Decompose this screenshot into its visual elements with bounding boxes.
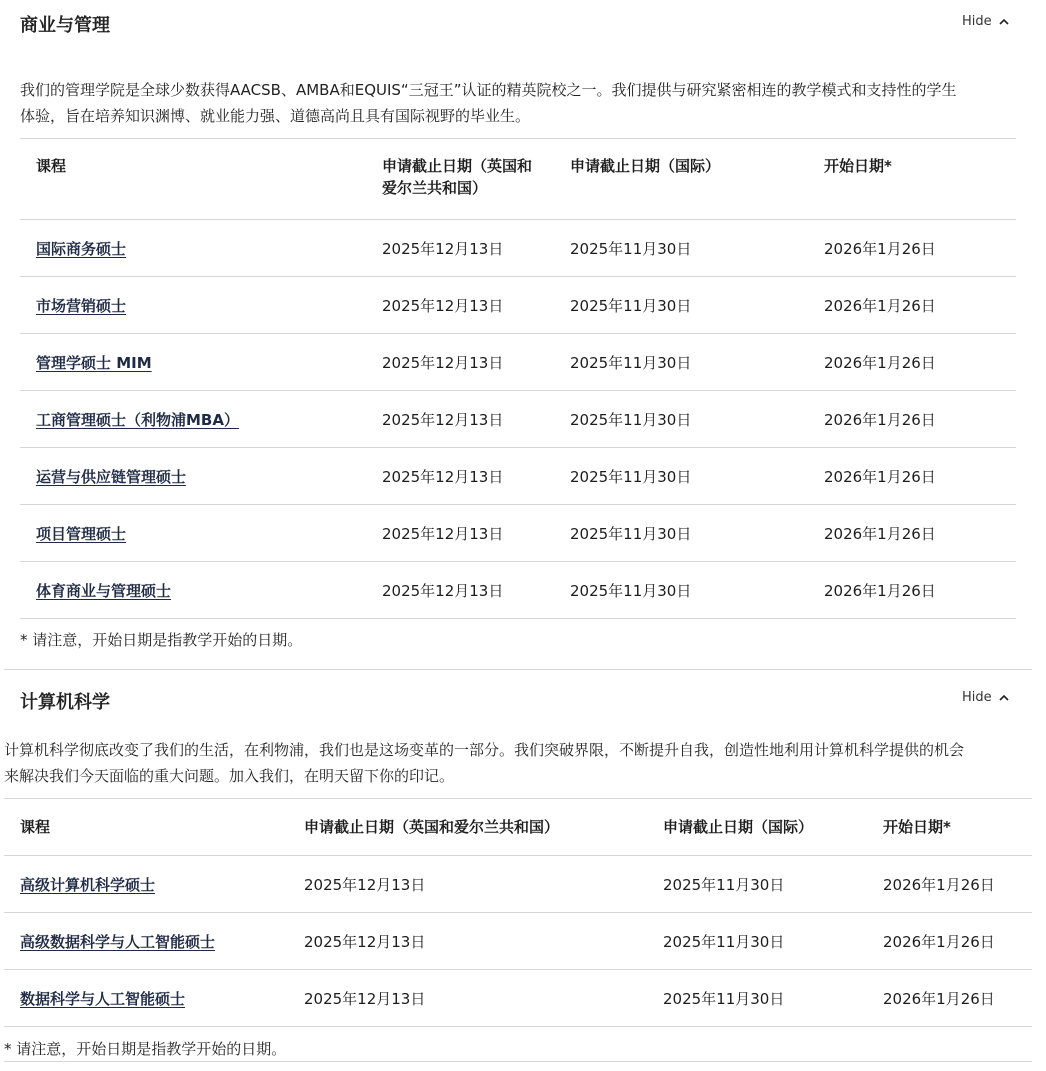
section-title-computer-science: 计算机科学 [20,692,110,713]
header-uk-deadline: 申请截止日期（英国和爱尔兰共和国） [304,818,560,836]
intro-line: 我们的管理学院是全球少数获得AACSB、AMBA和EQUIS“三冠王”认证的精英院校之一。我们提供与研究紧密相连的教学模式和支持性的学生 [20,81,957,99]
header-course: 课程 [20,818,51,836]
section-divider [4,669,1032,670]
table-row [20,562,1016,619]
course-link[interactable]: 数据科学与人工智能硕士 [20,989,186,1008]
uk-deadline: 2025年12月13日 [382,410,504,429]
start-date: 2026年1月26日 [824,296,936,315]
table-header-row [20,139,1016,220]
section-divider [4,1061,1032,1062]
table-row [20,220,1016,277]
table-row [20,277,1016,334]
start-date-note: * 请注意，开始日期是指教学开始的日期。 [20,631,303,649]
uk-deadline: 2025年12月13日 [382,467,504,486]
course-link[interactable]: 工商管理硕士（利物浦MBA） [36,410,239,429]
intl-deadline: 2025年11月30日 [663,989,785,1008]
start-date: 2026年1月26日 [883,989,995,1008]
hide-label: Hide [962,14,992,29]
hide-toggle-business[interactable] [962,14,1010,29]
intl-deadline: 2025年11月30日 [570,410,692,429]
start-date: 2026年1月26日 [883,932,995,951]
uk-deadline: 2025年12月13日 [382,581,504,600]
start-date: 2026年1月26日 [824,239,936,258]
hide-label: Hide [962,690,992,705]
header-uk-line: 申请截止日期（英国和 [382,157,533,175]
uk-deadline: 2025年12月13日 [304,932,426,951]
start-date: 2026年1月26日 [824,410,936,429]
intro-line: 来解决我们今天面临的重大问题。加入我们，在明天留下你的印记。 [4,767,455,785]
intl-deadline: 2025年11月30日 [570,239,692,258]
table-row [20,334,1016,391]
hide-toggle-computer-science[interactable] [962,690,1010,705]
uk-deadline: 2025年12月13日 [382,353,504,372]
chevron-up-icon [998,692,1010,704]
course-link[interactable]: 高级数据科学与人工智能硕士 [20,932,216,951]
start-date: 2026年1月26日 [883,875,995,894]
chevron-up-icon [998,16,1010,28]
intl-deadline: 2025年11月30日 [570,524,692,543]
intro-line: 计算机科学彻底改变了我们的生活，在利物浦，我们也是这场变革的一部分。我们突破界限，不断提升自我，创造性地利用计算机科学提供的机会 [4,741,965,759]
intl-deadline: 2025年11月30日 [570,353,692,372]
section-intro-computer-science [4,737,1040,789]
table-row [4,856,1032,913]
intro-line: 体验，旨在培养知识渊博、就业能力强、道德高尚且具有国际视野的毕业生。 [20,107,531,125]
uk-deadline: 2025年12月13日 [382,524,504,543]
intl-deadline: 2025年11月30日 [663,875,785,894]
table-row [4,913,1032,970]
intl-deadline: 2025年11月30日 [663,932,785,951]
course-table-business [20,138,1016,619]
table-row [20,391,1016,448]
course-link[interactable]: 管理学硕士 MIM [36,353,152,372]
course-link[interactable]: 国际商务硕士 [36,239,127,258]
course-link[interactable]: 体育商业与管理硕士 [36,581,172,600]
header-start-date: 开始日期* [883,818,951,836]
intl-deadline: 2025年11月30日 [570,581,692,600]
header-start-date: 开始日期* [824,157,892,175]
table-row [20,505,1016,562]
start-date-note: * 请注意，开始日期是指教学开始的日期。 [4,1040,287,1058]
course-link[interactable]: 运营与供应链管理硕士 [36,467,187,486]
header-intl-deadline: 申请截止日期（国际） [663,818,814,836]
start-date: 2026年1月26日 [824,524,936,543]
header-course: 课程 [36,157,67,175]
intl-deadline: 2025年11月30日 [570,467,692,486]
section-title-business: 商业与管理 [20,15,110,36]
course-link[interactable]: 项目管理硕士 [36,524,127,543]
header-uk-deadline [366,139,554,220]
table-row [4,970,1032,1027]
uk-deadline: 2025年12月13日 [304,875,426,894]
start-date: 2026年1月26日 [824,353,936,372]
start-date: 2026年1月26日 [824,581,936,600]
table-row [20,448,1016,505]
uk-deadline: 2025年12月13日 [382,239,504,258]
course-table-computer-science [4,798,1032,1027]
course-link[interactable]: 高级计算机科学硕士 [20,875,156,894]
header-intl-deadline: 申请截止日期（国际） [570,157,721,175]
course-link[interactable]: 市场营销硕士 [36,296,127,315]
start-date: 2026年1月26日 [824,467,936,486]
table-header-row [4,799,1032,856]
uk-deadline: 2025年12月13日 [382,296,504,315]
intl-deadline: 2025年11月30日 [570,296,692,315]
uk-deadline: 2025年12月13日 [304,989,426,1008]
header-uk-line: 爱尔兰共和国） [382,179,488,197]
section-intro-business [20,77,1020,129]
